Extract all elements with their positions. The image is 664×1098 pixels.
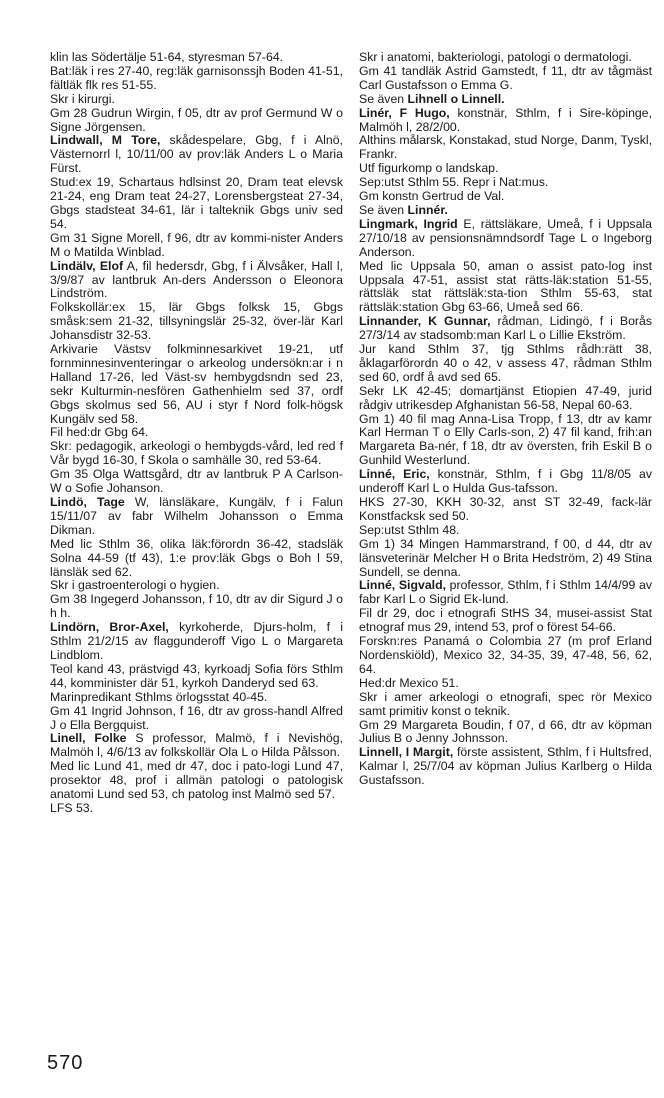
entry-paragraph <box>50 426 343 440</box>
entry-paragraph <box>359 496 652 524</box>
entry-heading-paragraph <box>50 621 343 663</box>
entry-name: Lindwall, M Tore, <box>50 133 161 148</box>
entry-paragraph <box>50 93 343 107</box>
entry-paragraph <box>359 65 652 93</box>
page-number: 570 <box>47 1052 84 1074</box>
entry-heading-paragraph <box>50 260 343 302</box>
cross-reference-name: Linnér. <box>407 202 448 217</box>
entry-text: klin las Södertälje 51-64, styresman 57-64. <box>50 50 284 64</box>
entry-heading-paragraph <box>50 732 343 760</box>
entry-name: Lindö, Tage <box>50 495 125 509</box>
entry-name: Linné, Sigvald, <box>359 578 447 593</box>
entry-text: S professor, Malmö, f i Nevishög, Malmöh l, 4/6/13 av folkskollär Ola L o Hilda Pålsson. <box>50 731 344 760</box>
entry-paragraph <box>359 190 652 204</box>
entry-text: Skr i anatomi, bakteriologi, patologi o dermatologi. <box>359 50 632 64</box>
entry-paragraph <box>50 538 343 580</box>
entry-heading-paragraph <box>359 315 652 343</box>
entry-text: Gm 41 Ingrid Johnson, f 16, dtr av gross-handl Alfred J o Ella Bergquist. <box>50 703 343 732</box>
entry-text: Hed:dr Mexico 51. <box>359 675 459 690</box>
entry-text: LFS 53. <box>50 800 94 815</box>
entry-text: Bat:läk i res 27-40, reg:läk garnisonssjh Boden 41-51, fältläk flk res 51-55. <box>50 63 343 92</box>
entry-paragraph <box>50 343 343 426</box>
entry-text: Stud:ex 19, Schartaus hdlsinst 20, Dram teat elevsk 21-24, eng Dram teat 24-27, Lorensbergsteat 27-34, Gbgs stadsteat 34-61, lär i talteknik Gbgs univ sed 54. <box>50 175 343 231</box>
entry-text: Sekr LK 42-45; domartjänst Etiopien 47-49, jurid rådgiv utrikesdep Afghanistan 56-58, Nepal 60-63. <box>359 383 652 412</box>
entry-text: Gm 41 tandläk Astrid Gamstedt, f 11, dtr av tågmäst Carl Gustafsson o Emma G. <box>359 63 652 92</box>
entry-text: A, fil hedersdr, Gbg, f i Älvsåker, Hall l, 3/9/87 av lantbruk An-ders Andersson o Eleonora Lindström. <box>50 258 343 301</box>
entry-paragraph <box>359 607 652 635</box>
entry-text: E, rättsläkare, Umeå, f i Uppsala 27/10/18 av pensionsnämndsordf Tage L o Ingeborg Anderson. <box>359 216 652 259</box>
entry-text: Gm 38 Ingegerd Johansson, f 10, dtr av dir Sigurd J o h h. <box>50 592 343 621</box>
entry-text: Gm 28 Gudrun Wirgin, f 05, dtr av prof Germund W o Signe Jörgensen. <box>50 105 343 134</box>
entry-paragraph <box>50 232 343 260</box>
entry-paragraph <box>50 760 343 802</box>
entry-text: kyrkoherde, Djurs-holm, f i Sthlm 21/2/15 av flaggunderoff Vigo L o Margareta Lindblom. <box>50 620 344 662</box>
entry-heading-paragraph <box>359 579 652 607</box>
entry-text: Sep:utst Sthlm 48. <box>359 522 460 537</box>
entry-paragraph <box>50 691 343 705</box>
entry-text: konstnär, Sthlm, f i Sire-köpinge, Malmöh l, 28/2/00. <box>359 105 652 134</box>
entry-heading-paragraph <box>359 746 652 788</box>
entry-heading-paragraph <box>359 107 652 135</box>
entry-text: Marinpredikant Sthlms örlogsstat 40-45. <box>50 689 268 704</box>
entry-paragraph <box>359 204 652 218</box>
entry-paragraph <box>359 260 652 316</box>
entry-paragraph <box>359 162 652 176</box>
entry-heading-paragraph <box>50 496 343 538</box>
entry-paragraph <box>50 468 343 496</box>
entry-name: Lindälv, Elof <box>50 258 124 273</box>
entry-text: Se även <box>359 91 408 106</box>
entry-paragraph <box>50 51 343 65</box>
entry-text: HKS 27-30, KKH 30-32, anst ST 32-49, fack-lär Konstfacksk sed 50. <box>359 495 652 523</box>
entry-text: Folkskollär:ex 15, lär Gbgs folksk 15, Gbgs småsk:sem 21-32, tillsyningslär 25-32, över-lär Karl Johansdistr 32-53. <box>50 300 343 343</box>
entry-heading-paragraph <box>359 468 652 496</box>
entry-text: Med lic Uppsala 50, aman o assist pato-log inst Uppsala 47-51, assist stat rätts-läk:station 51-55, rättsläk stat rättsläk:sta-tion Sthlm 55-63, stat rättsläk:station Gbg 63-66, Umeå sed 66. <box>359 258 652 315</box>
entry-text: Jur kand Sthlm 37, tjg Sthlms rådh:rätt 38, åklagarförordn 40 o 42, v assess 47, rådman Sthlm sed 60, ordf å avd sed 65. <box>359 342 652 384</box>
entry-text: Fil dr 29, doc i etnografi StHS 34, musei-assist Stat etnograf mus 29, intend 53, prof o förest 54-66. <box>359 606 652 635</box>
entry-text: Fil hed:dr Gbg 64. <box>50 425 149 440</box>
entry-text: Skr i amer arkeologi o etnografi, spec rör Mexico samt primitiv konst o teknik. <box>359 689 652 718</box>
entry-paragraph <box>50 579 343 593</box>
entry-paragraph <box>50 301 343 343</box>
entry-paragraph <box>359 538 652 580</box>
entry-text: W, länsläkare, Kungälv, f i Falun 15/11/07 av fabr Wilhelm Johansson o Emma Dikman. <box>50 495 343 537</box>
entry-text: Teol kand 43, prästvigd 43, kyrkoadj Sofia förs Sthlm 44, komminister där 51, kyrkoh Danderyd sed 63. <box>50 661 343 690</box>
entry-paragraph <box>359 524 652 538</box>
entry-text: rådman, Lidingö, f i Borås 27/3/14 av stadsomb:man Karl L o Lillie Ekström. <box>359 314 652 343</box>
entry-name: Linell, Folke <box>50 731 127 746</box>
entry-paragraph <box>359 385 652 413</box>
entry-text: Utf figurkomp o landskap. <box>359 161 499 176</box>
entry-text: Skr: pedagogik, arkeologi o hembygds-vård, led red f Vår bygd 16-30, f Skola o samhälle 30, red 53-64. <box>50 439 343 468</box>
entry-paragraph <box>50 663 343 691</box>
entry-paragraph <box>50 440 343 468</box>
entry-text: Se även <box>359 202 408 217</box>
entry-paragraph <box>359 719 652 747</box>
entry-text: Arkivarie Västsv folkminnesarkivet 19-21, utf fornminnesinventeringar o arkeolog undersökn:ar i n Halland 17-26, led Väst-sv hembygdsndn sed 23, sekr Kulturmin-nesfören Gathenhielm sed 37, ordf Gbgs skolmus sed 56, AU i styr f Nord folk-högsk Kungälv sed 58. <box>50 342 343 426</box>
entry-text: Skr i gastroenterologi o hygien. <box>50 578 220 593</box>
entry-name: Linnander, K Gunnar, <box>359 314 491 329</box>
entry-text: Gm 1) 34 Mingen Hammarstrand, f 00, d 44, dtr av länsveterinär Melcher H o Brita Hedström, 2) 49 Stina Sundell, se denna. <box>359 536 652 579</box>
entry-name: Linné, Eric, <box>359 467 430 482</box>
entry-paragraph <box>359 413 652 469</box>
entry-text: Gm 29 Margareta Boudin, f 07, d 66, dtr av köpman Julius B o Jenny Johnsson. <box>359 717 652 746</box>
entry-text: Med lic Sthlm 36, olika läk:förordn 36-42, stadsläk Solna 44-59 (tf 43), 1:e prov:läk Gbgs o Boh l 59, länsläk sed 62. <box>50 536 343 579</box>
entry-text: Gm 35 Olga Wattsgård, dtr av lantbruk P A Carlson-W o Sofie Johanson. <box>50 467 343 496</box>
entry-paragraph <box>50 107 343 135</box>
entry-heading-paragraph <box>359 218 652 260</box>
entry-name: Lindörn, Bror-Axel, <box>50 620 169 635</box>
entry-paragraph <box>359 691 652 719</box>
entry-paragraph <box>50 176 343 232</box>
entry-paragraph <box>359 93 652 107</box>
entry-paragraph <box>50 593 343 621</box>
entry-text: Med lic Lund 41, med dr 47, doc i pato-logi Lund 47, prosektor 48, prof i allmän patologi o patologisk anatomi Lund sed 53, ch patolog inst Malmö sed 57. <box>50 759 343 802</box>
entry-text: Gm konstn Gertrud de Val. <box>359 189 505 204</box>
entry-name: Lingmark, Ingrid <box>359 216 458 231</box>
entry-paragraph <box>50 705 343 733</box>
entry-text: Sep:utst Sthlm 55. Repr i Nat:mus. <box>359 175 549 190</box>
entry-text: förste assistent, Sthlm, f i Hultsfred, Kalmar l, 25/7/04 av köpman Julius Karlberg o Hilda Gustafsson. <box>359 745 652 788</box>
entry-text: skådespelare, Gbg, f i Alnö, Västernorrl l, 10/11/00 av prov:läk Anders L o Maria Fürst. <box>50 133 343 176</box>
entry-text: Forskn:res Panamá o Colombia 27 (m prof Erland Nordenskiöld), Mexico 32, 34-35, 39, 47-48, 56, 62, 64. <box>359 634 652 676</box>
entry-paragraph <box>359 176 652 190</box>
entry-paragraph <box>50 802 343 816</box>
entry-paragraph <box>359 677 652 691</box>
entry-text: Althins målarsk, Konstakad, stud Norge, Danm, Tyskl, Frankr. <box>359 133 652 162</box>
entry-paragraph <box>359 343 652 385</box>
entry-paragraph <box>50 65 343 93</box>
entry-paragraph <box>359 635 652 677</box>
entry-name: Linér, F Hugo, <box>359 105 450 120</box>
cross-reference-name: Lihnell o Linnell. <box>407 91 505 106</box>
entry-paragraph <box>359 134 652 162</box>
entry-text: Skr i kirurgi. <box>50 91 115 106</box>
right-column <box>359 51 652 788</box>
entry-paragraph <box>359 51 652 65</box>
entry-heading-paragraph <box>50 134 343 176</box>
left-column <box>50 51 343 816</box>
entry-text: Gm 31 Signe Morell, f 96, dtr av kommi-nister Anders M o Matilda Winblad. <box>50 230 343 259</box>
entry-text: professor, Sthlm, f i Sthlm 14/4/99 av fabr Karl L o Sigrid Ek-lund. <box>359 578 653 607</box>
entry-text: Gm 1) 40 fil mag Anna-Lisa Tropp, f 13, dtr av kamr Karl Herman T o Elly Carls-son, 2) 47 fil kand, frih:an Margareta Ba-nér, f 18, dtr av översten, frih Eskil B o Gunhild Westerlund. <box>359 411 652 468</box>
entry-text: konstnär, Sthlm, f i Gbg 11/8/05 av underoff Karl L o Hulda Gus-tafsson. <box>359 467 652 496</box>
entry-name: Linnell, I Margit, <box>359 745 454 760</box>
